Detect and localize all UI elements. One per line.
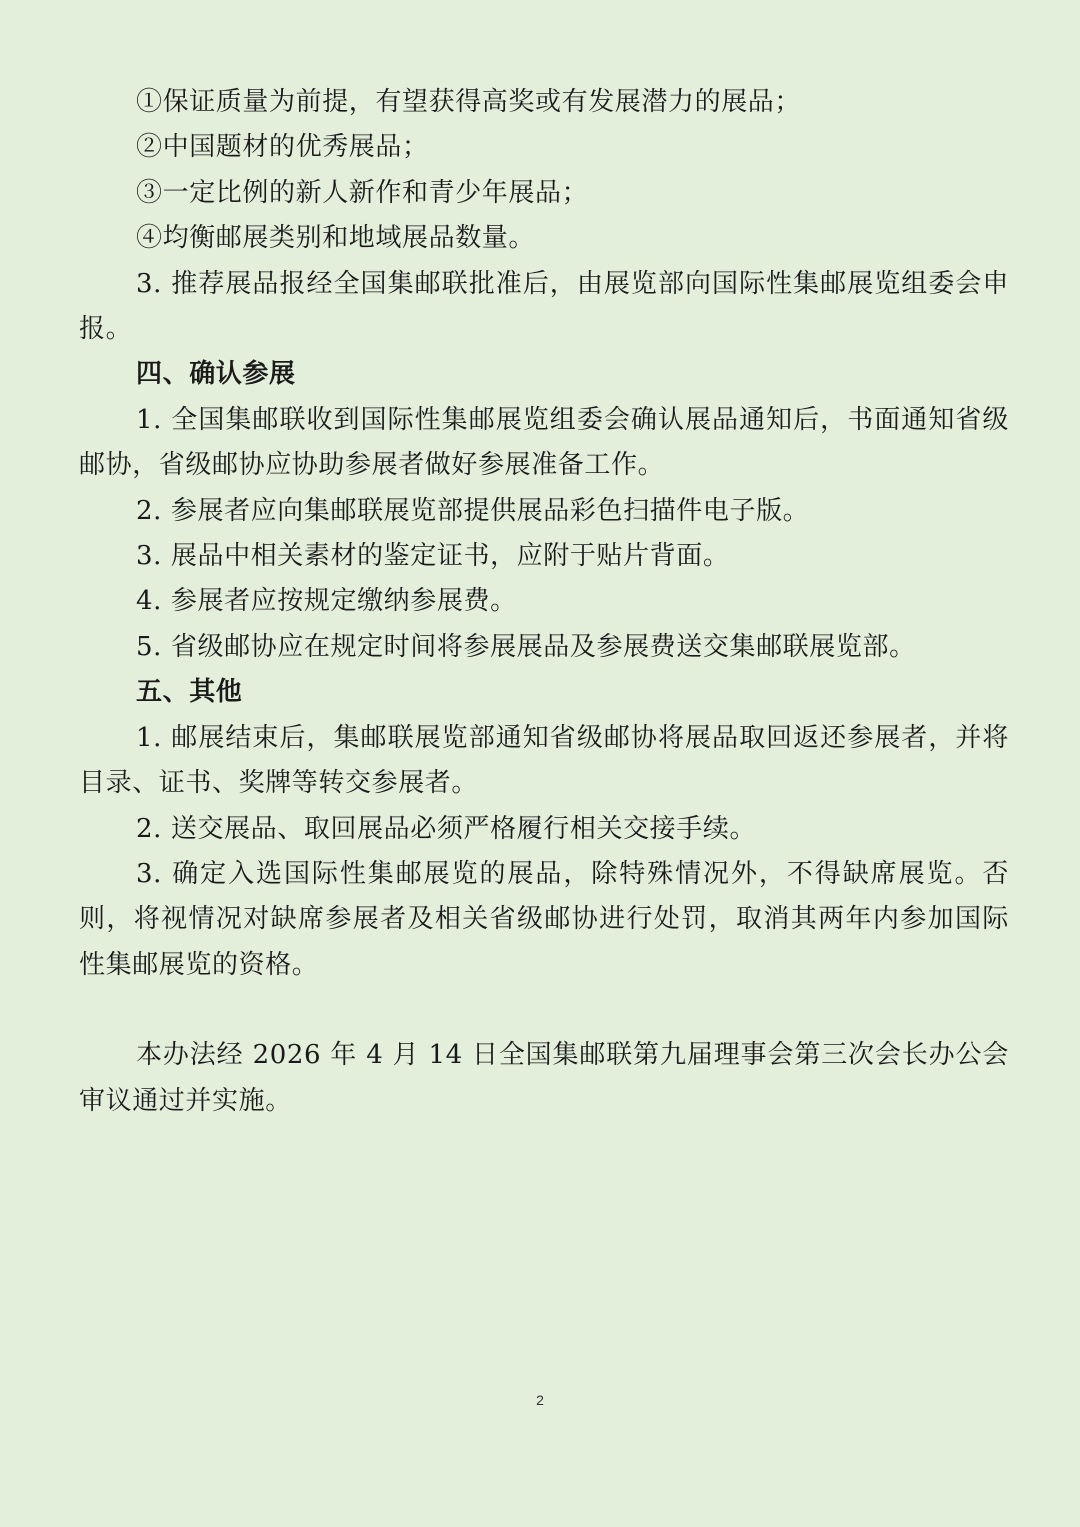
- paragraph: 3. 推荐展品报经全国集邮联批准后，由展览部向国际性集邮展览组委会申报。: [79, 268, 1009, 345]
- paragraph: 4. 参展者应按规定缴纳参展费。: [136, 586, 517, 617]
- paragraph: 3. 展品中相关素材的鉴定证书，应附于贴片背面。: [136, 541, 730, 572]
- paragraph: ③一定比例的新人新作和青少年展品；: [136, 177, 589, 208]
- section-heading: 五、其他: [136, 677, 243, 708]
- paragraph: ①保证质量为前提，有望获得高奖或有发展潜力的展品；: [136, 87, 802, 117]
- paragraph: 1. 全国集邮联收到国际性集邮展览组委会确认展品通知后，书面通知省级邮协，省级邮协应协助参展者做好参展准备工作。: [79, 404, 1009, 481]
- paragraph: 2. 送交展品、取回展品必须严格履行相关交接手续。: [136, 813, 757, 844]
- section-heading: 四、确认参展: [136, 359, 296, 390]
- paragraph-spacer: [79, 988, 1009, 1033]
- paragraph: 本办法经 2026 年 4 月 14 日全国集邮联第九届理事会第三次会长办公会审议通过并实施。: [79, 1040, 1009, 1116]
- page-number: 2: [536, 1392, 544, 1408]
- paragraph: 2. 参展者应向集邮联展览部提供展品彩色扫描件电子版。: [136, 495, 810, 526]
- paragraph: ②中国题材的优秀展品；: [136, 132, 429, 163]
- document-body: [79, 80, 1009, 1124]
- paragraph: ④均衡邮展类别和地域展品数量。: [136, 223, 536, 254]
- paragraph: 5. 省级邮协应在规定时间将参展展品及参展费送交集邮联展览部。: [136, 631, 916, 662]
- paragraph: 3. 确定入选国际性集邮展览的展品，除特殊情况外，不得缺席展览。否则，将视情况对缺席参展者及相关省级邮协进行处罚，取消其两年内参加国际性集邮展览的资格。: [79, 858, 1009, 980]
- paragraph: 1. 邮展结束后，集邮联展览部通知省级邮协将展品取回返还参展者，并将目录、证书、奖牌等转交参展者。: [79, 722, 1009, 799]
